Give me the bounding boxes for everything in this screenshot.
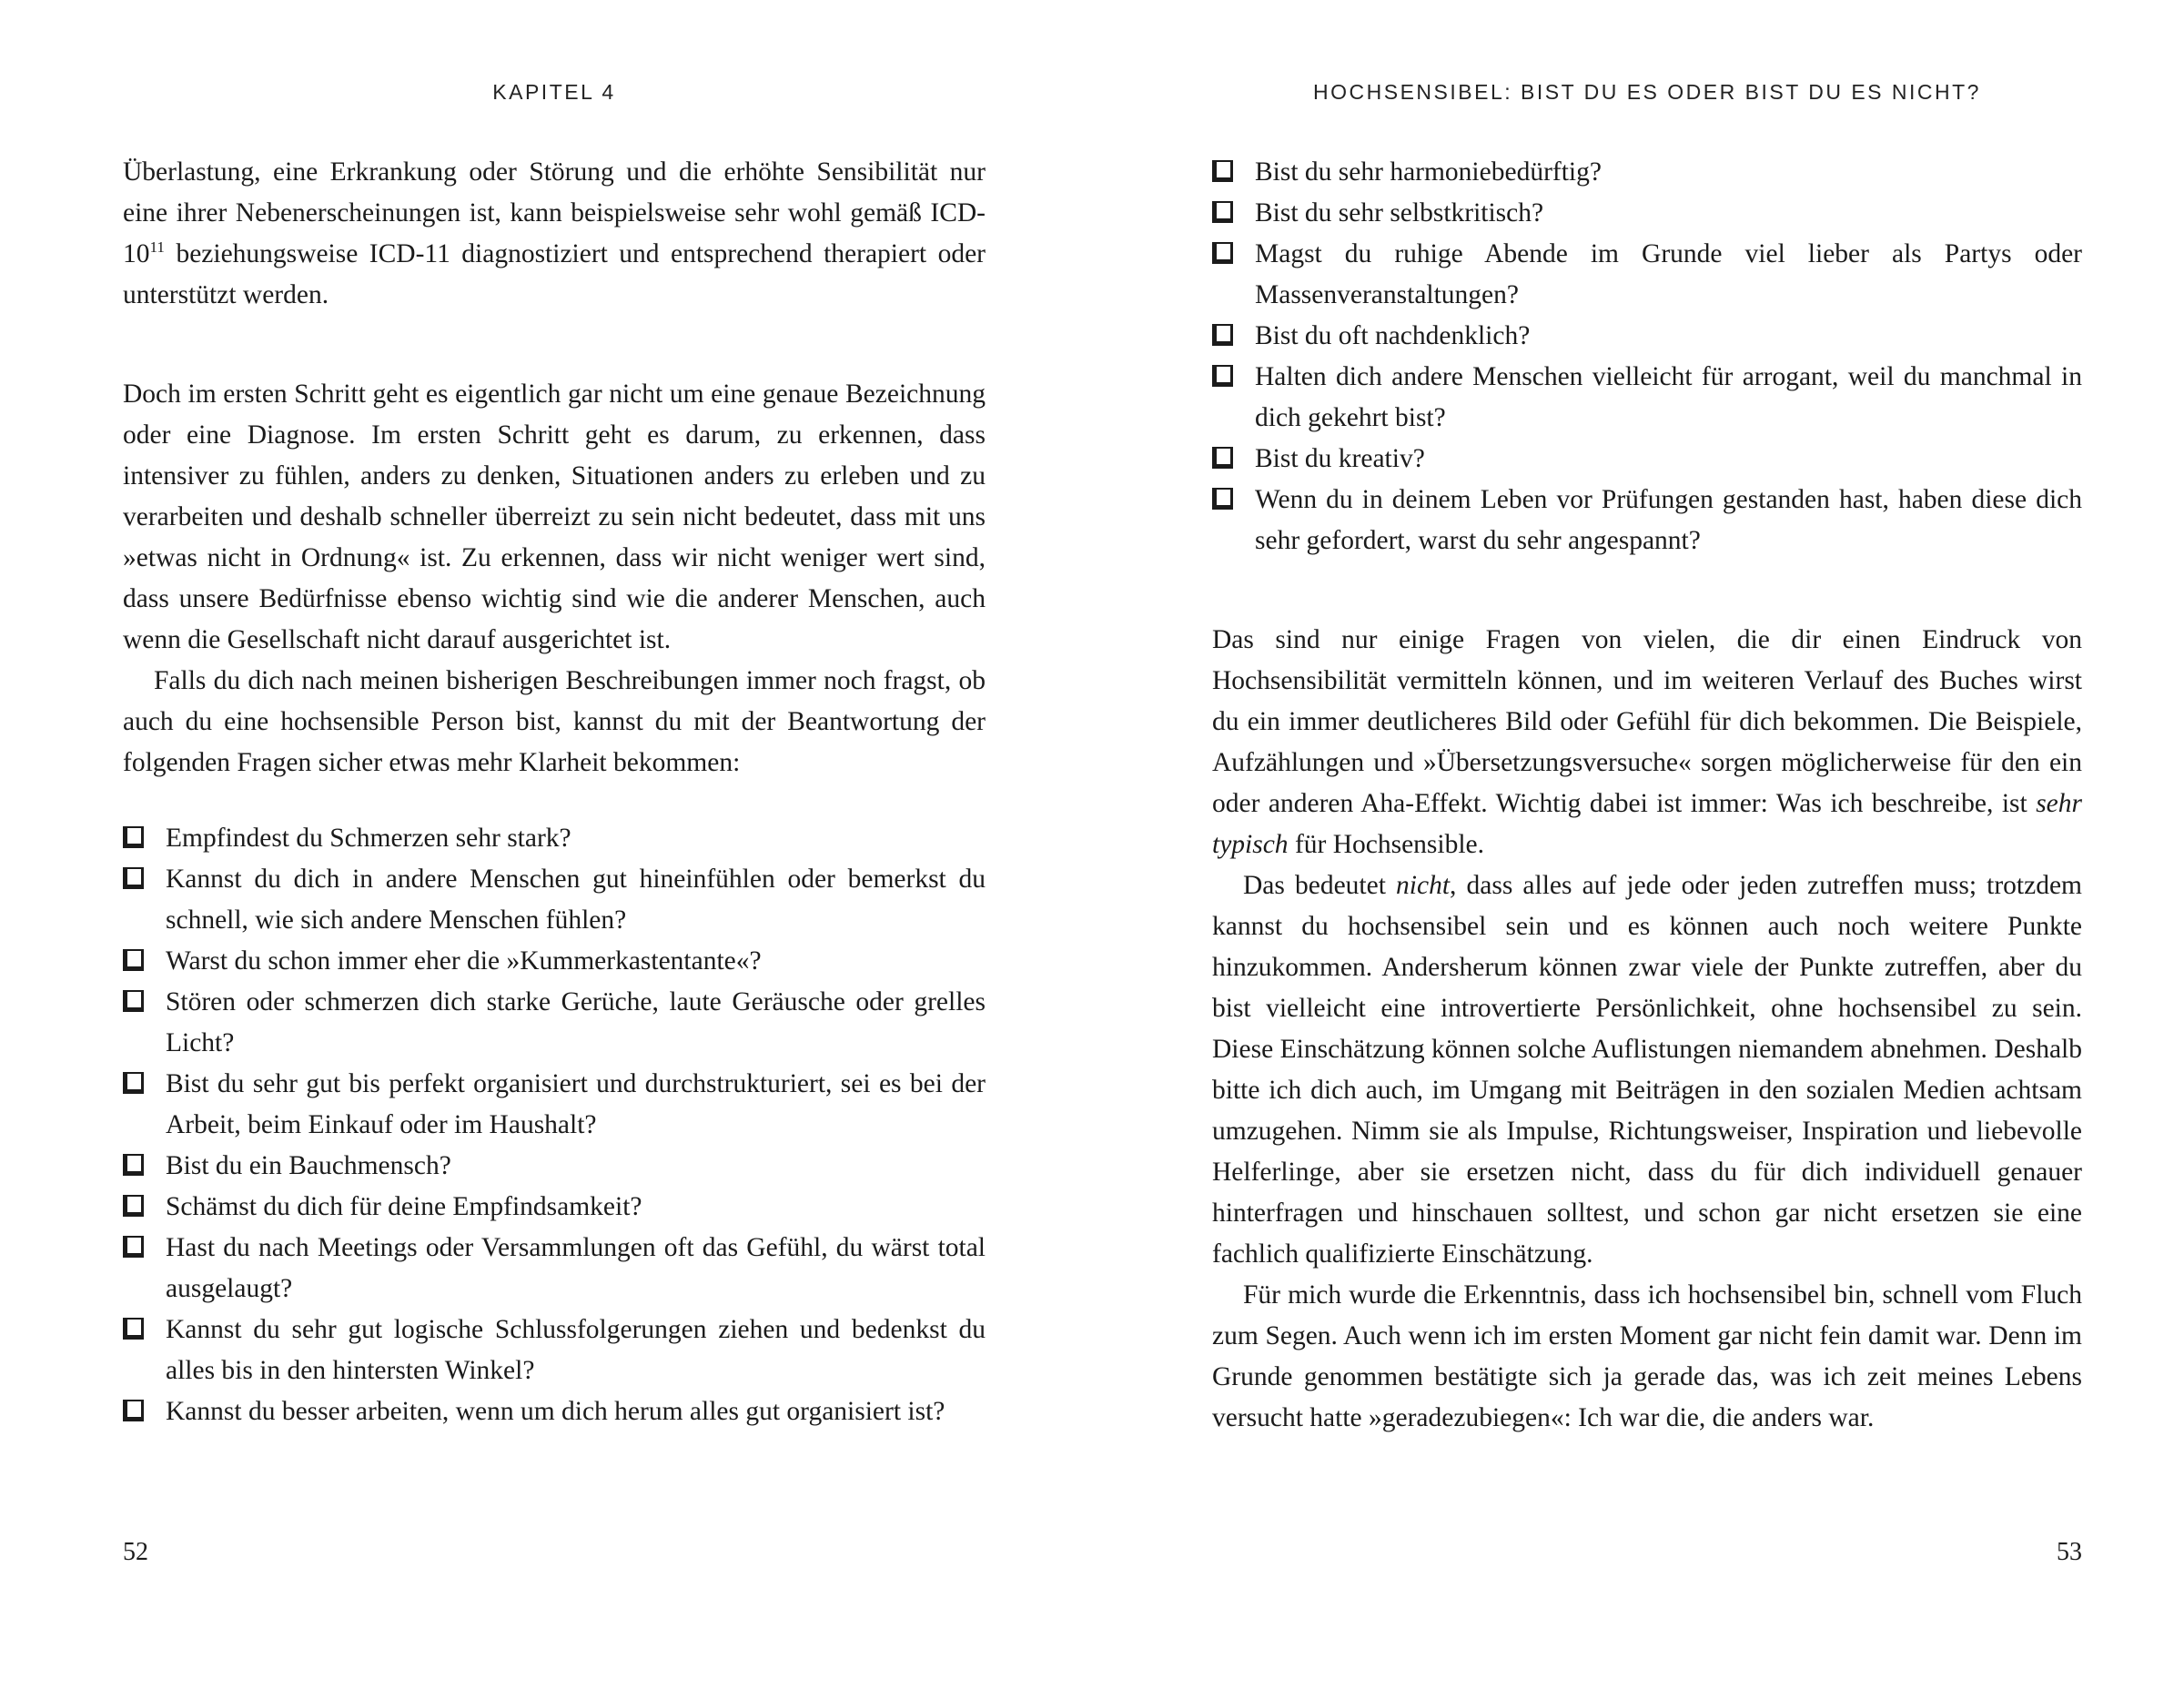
checkbox-icon — [123, 826, 144, 848]
page-left-running-head: KAPITEL 4 — [492, 80, 616, 104]
checklist-item-text: Wenn du in deinem Leben vor Prüfungen gestanden hast, haben diese dich sehr gefordert, warst du sehr angespannt? — [1255, 485, 2082, 555]
checklist-item-text: Bist du sehr gut bis perfekt organisiert und durchstrukturiert, sei es bei der Arbeit, beim Einkauf oder im Haushalt? — [166, 1069, 986, 1139]
checkbox-icon — [123, 1236, 144, 1258]
page-right-paragraphs — [1212, 620, 2082, 1439]
checklist-item-text: Magst du ruhige Abende im Grunde viel lieber als Partys oder Massenveranstaltungen? — [1255, 239, 2082, 309]
text-italic: sehr typisch — [1212, 789, 2082, 859]
paragraph — [1212, 865, 2082, 1275]
checklist-item — [1212, 193, 2082, 234]
page-right-checklist — [1212, 152, 2082, 561]
checklist-item — [123, 1064, 986, 1146]
checklist-item-text: Kannst du besser arbeiten, wenn um dich herum alles gut organisiert ist? — [166, 1397, 945, 1426]
page-right — [1212, 0, 2082, 1699]
checklist-item-text: Bist du oft nachdenklich? — [1255, 321, 1531, 350]
checklist-item — [123, 1187, 986, 1228]
text-run: Doch im ersten Schritt geht es eigentlich gar nicht um eine genaue Bezeichnung oder eine Diagnose. Im ersten Schritt geht es darum, zu erkennen, dass intensiver zu fühlen, anders zu denken, Situationen anders zu erleben und zu verarbeiten und deshalb schneller überreizt zu sein nicht bedeutet, dass mit uns »etwas nicht in Ordnung« ist. Zu erkennen, dass wir nicht weniger wert sind, dass unsere Bedürfnisse ebenso wichtig sind wie die anderer Menschen, auch wenn die Gesellschaft nicht darauf ausgerichtet ist. — [123, 379, 986, 654]
checkbox-icon — [1212, 242, 1233, 264]
checklist-item — [1212, 234, 2082, 316]
checklist-item — [123, 818, 986, 859]
checklist-item — [123, 982, 986, 1064]
checkbox-icon — [123, 1318, 144, 1340]
page-left-paragraphs — [123, 152, 986, 784]
checkbox-icon — [123, 1072, 144, 1094]
checklist-item — [123, 1310, 986, 1391]
page-left-checklist — [123, 818, 986, 1432]
paragraph — [123, 661, 986, 784]
checkbox-icon — [1212, 160, 1233, 182]
checklist-item-text: Bist du sehr selbstkritisch? — [1255, 198, 1544, 228]
checkbox-icon — [1212, 365, 1233, 387]
text-run: beziehungsweise ICD-11 diagnostiziert und entsprechend therapiert oder unterstützt werden. — [123, 239, 986, 309]
checklist-item-text: Bist du ein Bauchmensch? — [166, 1151, 451, 1180]
checklist-item-text: Bist du kreativ? — [1255, 444, 1425, 473]
checklist-item — [123, 1391, 986, 1432]
text-italic: nicht — [1396, 871, 1451, 900]
paragraph — [1212, 1275, 2082, 1439]
text-superscript: 11 — [149, 238, 165, 257]
text-run: für Hochsensible. — [1288, 830, 1485, 859]
checklist-item — [1212, 316, 2082, 357]
text-run: Überlastung, eine Erkrankung oder Störung und die erhöhte Sensibilität nur eine ihrer Nebenerscheinungen ist, kann beispielsweise sehr wohl gemäß ICD-10 — [123, 157, 986, 268]
checkbox-icon — [1212, 488, 1233, 510]
text-run: Das bedeutet — [1243, 871, 1397, 900]
checklist-item-text: Stören oder schmerzen dich starke Gerüche, laute Geräusche oder grelles Licht? — [166, 987, 986, 1057]
checklist-item-text: Schämst du dich für deine Empfindsamkeit? — [166, 1192, 642, 1221]
checklist-item-text: Kannst du dich in andere Menschen gut hineinfühlen oder bemerkst du schnell, wie sich andere Menschen fühlen? — [166, 865, 986, 935]
checklist-item-text: Kannst du sehr gut logische Schlussfolgerungen ziehen und bedenkst du alles bis in den hintersten Winkel? — [166, 1315, 986, 1385]
checkbox-icon — [123, 1400, 144, 1421]
checklist-item — [1212, 480, 2082, 561]
checklist-item-text: Hast du nach Meetings oder Versammlungen oft das Gefühl, du wärst total ausgelaugt? — [166, 1233, 986, 1303]
checkbox-icon — [1212, 201, 1233, 223]
checkbox-icon — [1212, 324, 1233, 346]
checkbox-icon — [123, 949, 144, 971]
checklist-item-text: Halten dich andere Menschen vielleicht für arrogant, weil du manchmal in dich gekehrt bist? — [1255, 362, 2082, 432]
page-right-running-head: HOCHSENSIBEL: BIST DU ES ODER BIST DU ES NICHT? — [1313, 80, 1981, 104]
checklist-item-text: Bist du sehr harmoniebedürftig? — [1255, 157, 1602, 187]
checkbox-icon — [123, 990, 144, 1012]
checkbox-icon — [1212, 447, 1233, 469]
checklist-item — [1212, 152, 2082, 193]
text-run: Falls du dich nach meinen bisherigen Beschreibungen immer noch fragst, ob auch du eine hochsensible Person bist, kannst du mit der Beantwortung der folgenden Fragen sicher etwas mehr Klarheit bekommen: — [123, 666, 986, 777]
paragraph — [1212, 620, 2082, 865]
checklist-item — [1212, 439, 2082, 480]
checklist-item — [123, 941, 986, 982]
paragraph — [123, 152, 986, 316]
page-left — [123, 0, 986, 1699]
checkbox-icon — [123, 1195, 144, 1217]
text-run: Für mich wurde die Erkenntnis, dass ich hochsensibel bin, schnell vom Fluch zum Segen. Auch wenn ich im ersten Moment gar nicht fein damit war. Denn im Grunde genommen bestätigte sich ja gerade das, was ich zeit meines Lebens versucht hatte »geradezubiegen«: Ich war die, die anders war. — [1212, 1280, 2082, 1432]
checkbox-icon — [123, 1154, 144, 1176]
checklist-item — [123, 859, 986, 941]
checklist-item-text: Empfindest du Schmerzen sehr stark? — [166, 824, 571, 853]
paragraph — [123, 374, 986, 661]
checklist-item-text: Warst du schon immer eher die »Kummerkastentante«? — [166, 946, 762, 976]
page-number-left: 52 — [123, 1538, 148, 1566]
checklist-item — [123, 1146, 986, 1187]
checkbox-icon — [123, 867, 144, 889]
checklist-item — [1212, 357, 2082, 439]
checklist-item — [123, 1228, 986, 1310]
page-number-right: 53 — [2057, 1538, 2082, 1566]
text-run: , dass alles auf jede oder jeden zutreffen muss; trotzdem kannst du hochsensibel sein und es können auch noch weitere Punkte hinzukommen. Andersherum können zwar viele der Punkte zutreffen, aber du bist vielleicht eine introvertierte Persönlichkeit, ohne hochsensibel zu sein. Diese Einschätzung können solche Auflistungen niemandem abnehmen. Deshalb bitte ich dich auch, im Umgang mit Beiträgen in den sozialen Medien achtsam umzugehen. Nimm sie als Impulse, Richtungsweiser, Inspiration und liebevolle Helferlinge, aber sie ersetzen nicht, dass du für dich individuell genauer hinterfragen und hinschauen solltest, und schon gar nicht ersetzen sie eine fachlich qualifizierte Einschätzung. — [1212, 871, 2082, 1269]
text-run: Das sind nur einige Fragen von vielen, die dir einen Eindruck von Hochsensibilität vermitteln können, und im weiteren Verlauf des Buches wirst du ein immer deutlicheres Bild oder Gefühl für dich bekommen. Die Beispiele, Aufzählungen und »Übersetzungsversuche« sorgen möglicherweise für den ein oder anderen Aha-Effekt. Wichtig dabei ist immer: Was ich beschreibe, ist — [1212, 625, 2082, 818]
